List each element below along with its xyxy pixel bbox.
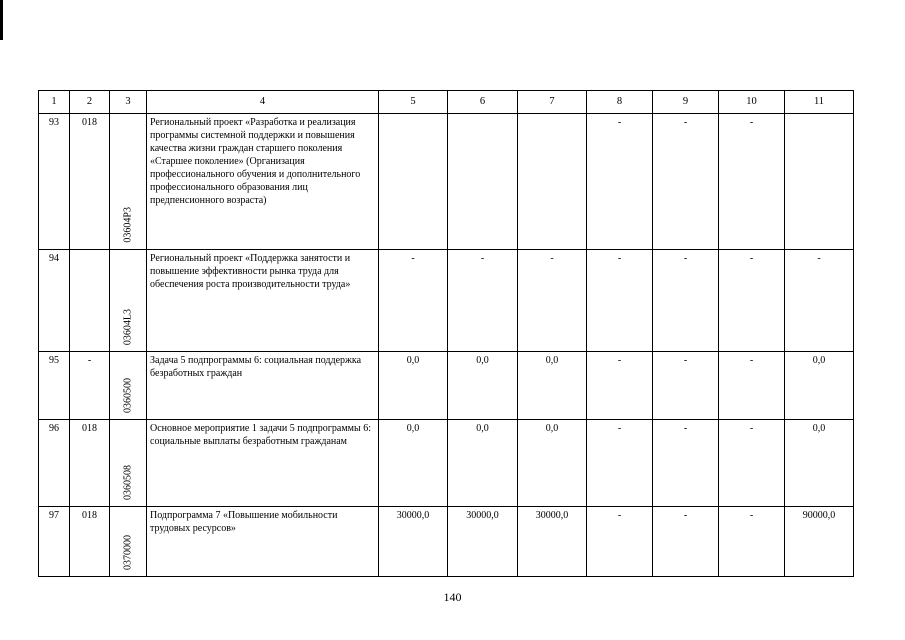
value-col-8: - bbox=[587, 420, 653, 507]
budget-code: 03604L3 bbox=[122, 308, 134, 345]
value-col-7 bbox=[518, 114, 587, 250]
description: Подпрограмма 7 «Повышение мобильности трудовых ресурсов» bbox=[147, 507, 379, 577]
value-col-5: 0,0 bbox=[379, 420, 448, 507]
row-number: 94 bbox=[39, 250, 70, 352]
header-col-1: 1 bbox=[39, 91, 70, 114]
description: Основное мероприятие 1 задачи 5 подпрограммы 6: социальные выплаты безработным гражданам bbox=[147, 420, 379, 507]
value-col-8: - bbox=[587, 250, 653, 352]
budget-code: 0360500 bbox=[122, 378, 134, 413]
header-col-9: 9 bbox=[653, 91, 719, 114]
value-col-5: 30000,0 bbox=[379, 507, 448, 577]
header-col-10: 10 bbox=[719, 91, 785, 114]
description: Региональный проект «Поддержка занятости и повышение эффективности рынка труда для обеспечения роста производительности труда» bbox=[147, 250, 379, 352]
value-col-5: 0,0 bbox=[379, 352, 448, 420]
table-row bbox=[39, 250, 854, 352]
description: Региональный проект «Разработка и реализация программы системной поддержки и повышения качества жизни граждан старшего поколения «Старшее поколение» (Организация профессионального обучения и дополнительного профессионального образования лиц предпенсионного возраста) bbox=[147, 114, 379, 250]
budget-code: 0360508 bbox=[122, 465, 134, 500]
scan-edge-mark bbox=[0, 0, 3, 40]
ministry-code: 018 bbox=[70, 420, 110, 507]
budget-code-cell bbox=[110, 507, 147, 577]
value-col-8: - bbox=[587, 114, 653, 250]
header-col-6: 6 bbox=[448, 91, 518, 114]
value-col-10: - bbox=[719, 114, 785, 250]
ministry-code bbox=[70, 250, 110, 352]
header-row bbox=[39, 91, 854, 114]
value-col-9: - bbox=[653, 507, 719, 577]
header-col-3: 3 bbox=[110, 91, 147, 114]
table-row bbox=[39, 114, 854, 250]
value-col-9: - bbox=[653, 420, 719, 507]
value-col-11: 0,0 bbox=[785, 420, 854, 507]
value-col-7: 0,0 bbox=[518, 352, 587, 420]
row-number: 93 bbox=[39, 114, 70, 250]
value-col-10: - bbox=[719, 507, 785, 577]
value-col-10: - bbox=[719, 250, 785, 352]
header-col-11: 11 bbox=[785, 91, 854, 114]
row-number: 96 bbox=[39, 420, 70, 507]
budget-table bbox=[38, 90, 854, 577]
header-col-4: 4 bbox=[147, 91, 379, 114]
row-number: 95 bbox=[39, 352, 70, 420]
row-number: 97 bbox=[39, 507, 70, 577]
value-col-8: - bbox=[587, 352, 653, 420]
value-col-8: - bbox=[587, 507, 653, 577]
value-col-9: - bbox=[653, 250, 719, 352]
page-number: 140 bbox=[443, 590, 462, 604]
value-col-5 bbox=[379, 114, 448, 250]
header-col-2: 2 bbox=[70, 91, 110, 114]
header-col-7: 7 bbox=[518, 91, 587, 114]
value-col-11 bbox=[785, 114, 854, 250]
budget-code-cell bbox=[110, 420, 147, 507]
budget-code-cell bbox=[110, 250, 147, 352]
value-col-9: - bbox=[653, 114, 719, 250]
description: Задача 5 подпрограммы 6: социальная поддержка безработных граждан bbox=[147, 352, 379, 420]
value-col-7: 0,0 bbox=[518, 420, 587, 507]
ministry-code: 018 bbox=[70, 507, 110, 577]
header-col-8: 8 bbox=[587, 91, 653, 114]
value-col-6: - bbox=[448, 250, 518, 352]
value-col-7: 30000,0 bbox=[518, 507, 587, 577]
ministry-code: - bbox=[70, 352, 110, 420]
value-col-6: 0,0 bbox=[448, 352, 518, 420]
table-row bbox=[39, 352, 854, 420]
budget-code: 0370000 bbox=[122, 535, 134, 570]
value-col-11: - bbox=[785, 250, 854, 352]
value-col-6: 0,0 bbox=[448, 420, 518, 507]
ministry-code: 018 bbox=[70, 114, 110, 250]
value-col-10: - bbox=[719, 420, 785, 507]
table-row bbox=[39, 420, 854, 507]
budget-code: 03604Р3 bbox=[122, 207, 134, 243]
value-col-9: - bbox=[653, 352, 719, 420]
value-col-11: 90000,0 bbox=[785, 507, 854, 577]
value-col-10: - bbox=[719, 352, 785, 420]
header-col-5: 5 bbox=[379, 91, 448, 114]
value-col-5: - bbox=[379, 250, 448, 352]
value-col-11: 0,0 bbox=[785, 352, 854, 420]
value-col-6 bbox=[448, 114, 518, 250]
value-col-6: 30000,0 bbox=[448, 507, 518, 577]
budget-code-cell bbox=[110, 352, 147, 420]
value-col-7: - bbox=[518, 250, 587, 352]
budget-code-cell bbox=[110, 114, 147, 250]
table-row bbox=[39, 507, 854, 577]
